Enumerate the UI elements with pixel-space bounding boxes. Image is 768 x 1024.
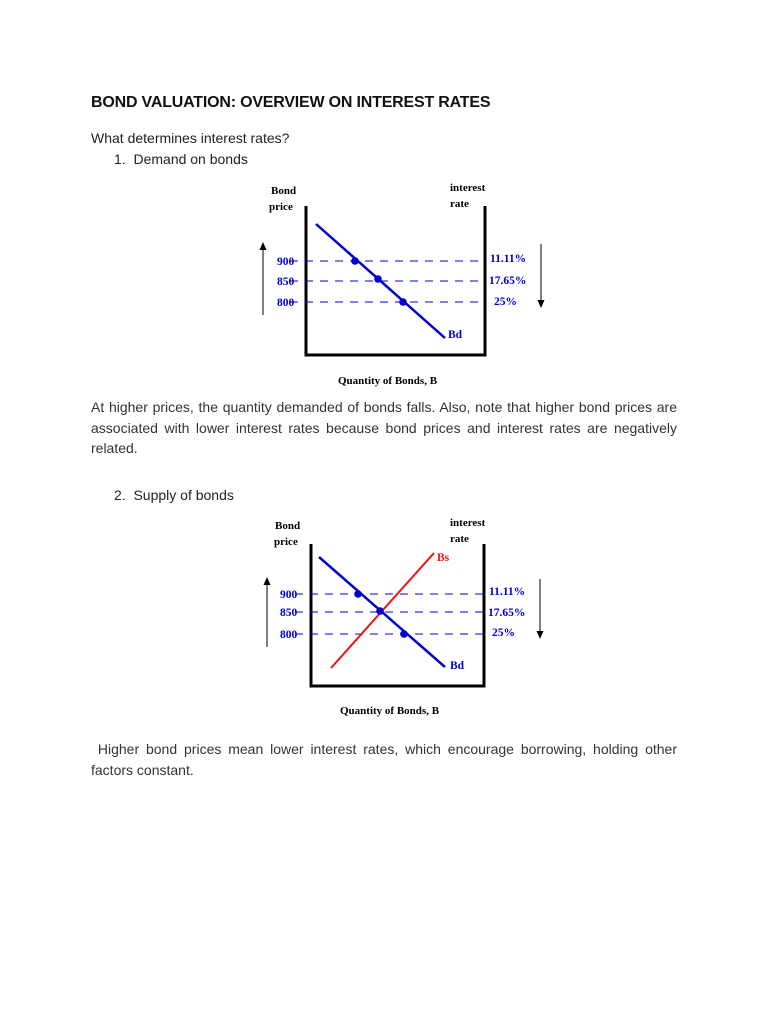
rate-tick-11-11: 11.11% xyxy=(490,253,527,265)
list-label: Supply of bonds xyxy=(133,487,234,503)
rate-tick-17-65: 17.65% xyxy=(489,275,527,287)
interest-rate-label: interest xyxy=(450,517,486,529)
question-text: What determines interest rates? xyxy=(91,130,290,146)
interest-rate-label: interest xyxy=(450,182,486,194)
list-label: Demand on bonds xyxy=(133,151,248,167)
arrow-down-icon xyxy=(538,244,545,308)
bond-price-label: price xyxy=(269,201,293,213)
demand-point-800 xyxy=(399,298,407,306)
rate-tick-25: 25% xyxy=(494,296,517,308)
price-tick-850: 850 xyxy=(280,607,298,619)
rate-tick-11-11: 11.11% xyxy=(489,586,526,598)
price-tick-850: 850 xyxy=(277,276,295,288)
demand-point-900 xyxy=(351,257,359,265)
price-tick-800: 800 xyxy=(280,629,298,641)
price-tick-800: 800 xyxy=(277,297,295,309)
supply-curve-label: Bs xyxy=(437,552,450,564)
document-title: BOND VALUATION: OVERVIEW ON INTEREST RATES xyxy=(91,94,491,111)
list-number: 1. xyxy=(114,151,126,167)
demand-point-900 xyxy=(354,590,362,598)
arrow-up-icon xyxy=(260,242,267,315)
bond-price-label: Bond xyxy=(271,185,297,197)
supply-graph xyxy=(255,512,555,724)
demand-point-850 xyxy=(376,607,384,615)
demand-point-800 xyxy=(400,630,408,638)
demand-curve-label: Bd xyxy=(448,329,463,341)
demand-graph xyxy=(250,178,550,390)
bond-price-label: price xyxy=(274,536,298,548)
demand-point-850 xyxy=(374,275,382,283)
bond-price-label: Bond xyxy=(275,520,301,532)
x-axis-label: Quantity of Bonds, B xyxy=(340,705,440,717)
x-axis-label: Quantity of Bonds, B xyxy=(338,375,438,387)
interest-rate-label: rate xyxy=(450,198,469,210)
price-tick-900: 900 xyxy=(280,589,298,601)
rate-tick-25: 25% xyxy=(492,627,515,639)
list-item-demand xyxy=(114,151,248,167)
rate-tick-17-65: 17.65% xyxy=(488,607,526,619)
arrow-up-icon xyxy=(264,577,271,647)
paragraph-demand: At higher prices, the quantity demanded of bonds falls. Also, note that higher bond prices are associated with lower interest rates because bond prices and interest rates are negatively related. xyxy=(91,399,677,456)
interest-rate-label: rate xyxy=(450,533,469,545)
demand-curve-label: Bd xyxy=(450,660,465,672)
paragraph-supply: Higher bond prices mean lower interest rates, which encourage borrowing, holding other factors constant. xyxy=(91,741,681,778)
list-number: 2. xyxy=(114,487,126,503)
list-item-supply xyxy=(114,487,234,503)
arrow-down-icon xyxy=(537,579,544,639)
price-tick-900: 900 xyxy=(277,256,295,268)
